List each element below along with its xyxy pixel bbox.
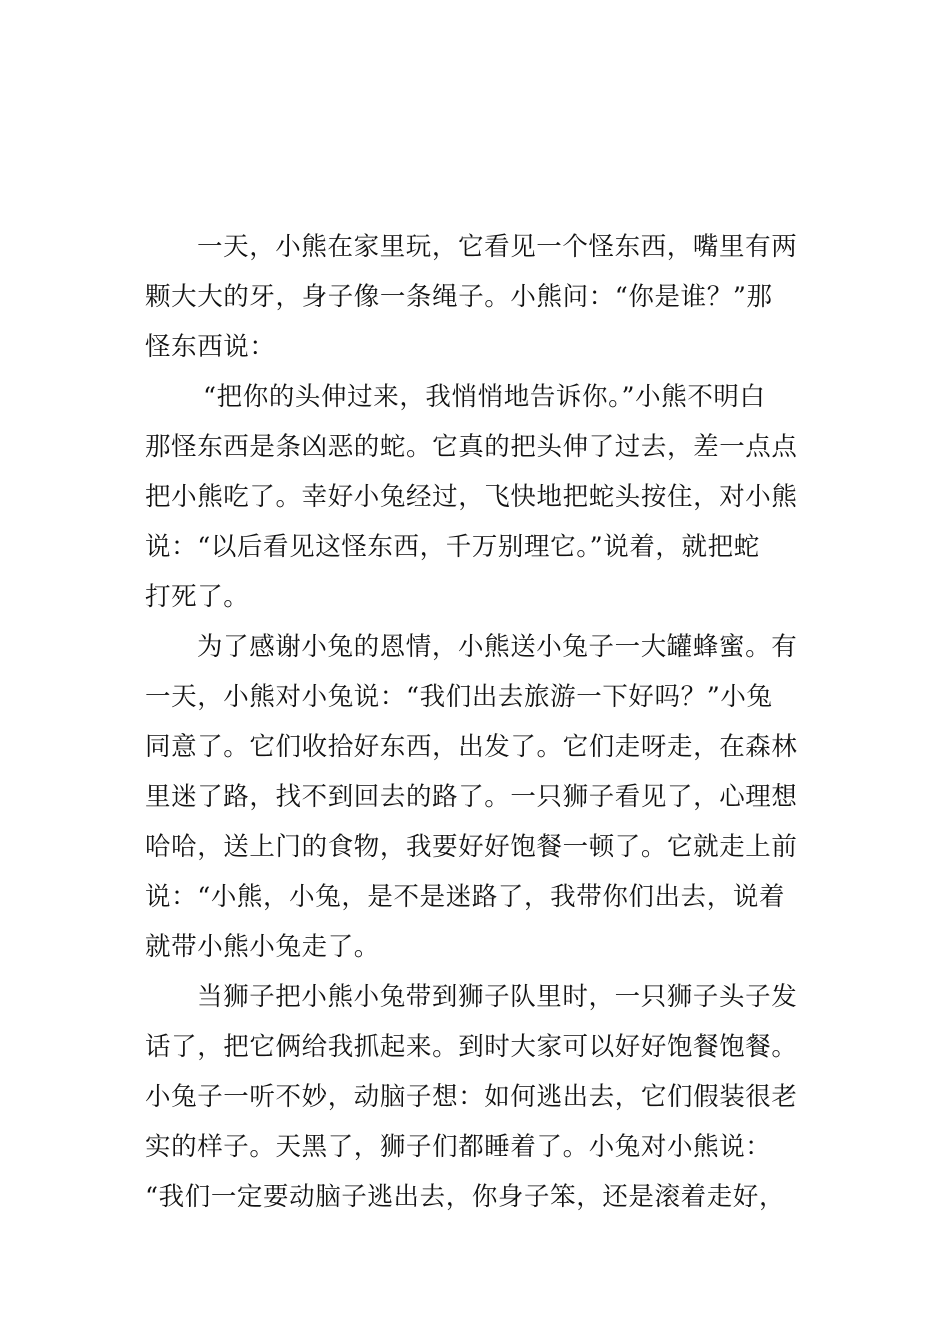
paragraph-line: 小兔子一听不妙，动脑子想：如何逃出去，它们假装很老 xyxy=(145,1082,798,1112)
paragraph-line: 颗大大的牙，身子像一条绳子。小熊问：“你是谁？”那 xyxy=(145,282,773,312)
paragraph-3 xyxy=(145,622,810,972)
paragraph-line: “把你的头伸过来，我悄悄地告诉你。”小熊不明白 xyxy=(203,382,766,412)
paragraph-2 xyxy=(145,372,810,622)
story-text xyxy=(145,222,810,1222)
paragraph-line: 一天，小熊对小兔说：“我们出去旅游一下好吗？”小兔 xyxy=(145,682,773,712)
paragraph-line: 说：“以后看见这怪东西，千万别理它。”说着，就把蛇 xyxy=(145,532,760,562)
paragraph-line: 就带小熊小兔走了。 xyxy=(145,932,380,962)
paragraph-line: 当狮子把小熊小兔带到狮子队里时，一只狮子头子发 xyxy=(197,982,798,1012)
paragraph-line: 怪东西说： xyxy=(145,332,276,362)
paragraph-line: 里迷了路，找不到回去的路了。一只狮子看见了，心理想 xyxy=(145,782,798,812)
paragraph-line: 哈哈，送上门的食物，我要好好饱餐一顿了。它就走上前 xyxy=(145,832,798,862)
paragraph-line: 把小熊吃了。幸好小兔经过，飞快地把蛇头按住，对小熊 xyxy=(145,482,798,512)
paragraph-line: 话了，把它俩给我抓起来。到时大家可以好好饱餐饱餐。 xyxy=(145,1032,798,1062)
paragraph-line: 为了感谢小兔的恩情，小熊送小兔子一大罐蜂蜜。有 xyxy=(197,632,798,662)
paragraph-1 xyxy=(145,222,810,372)
paragraph-line: 打死了。 xyxy=(145,582,250,612)
paragraph-line: 那怪东西是条凶恶的蛇。它真的把头伸了过去，差一点点 xyxy=(145,432,798,462)
paragraph-line: 实的样子。天黑了，狮子们都睡着了。小兔对小熊说： xyxy=(145,1132,772,1162)
paragraph-4 xyxy=(145,972,810,1222)
paragraph-line: “我们一定要动脑子逃出去，你身子笨，还是滚着走好， xyxy=(145,1182,786,1212)
paragraph-line: 同意了。它们收拾好东西，出发了。它们走呀走，在森林 xyxy=(145,732,798,762)
paragraph-line: 说：“小熊，小兔，是不是迷路了，我带你们出去，说着 xyxy=(145,882,786,912)
paragraph-line: 一天，小熊在家里玩，它看见一个怪东西，嘴里有两 xyxy=(197,232,798,262)
